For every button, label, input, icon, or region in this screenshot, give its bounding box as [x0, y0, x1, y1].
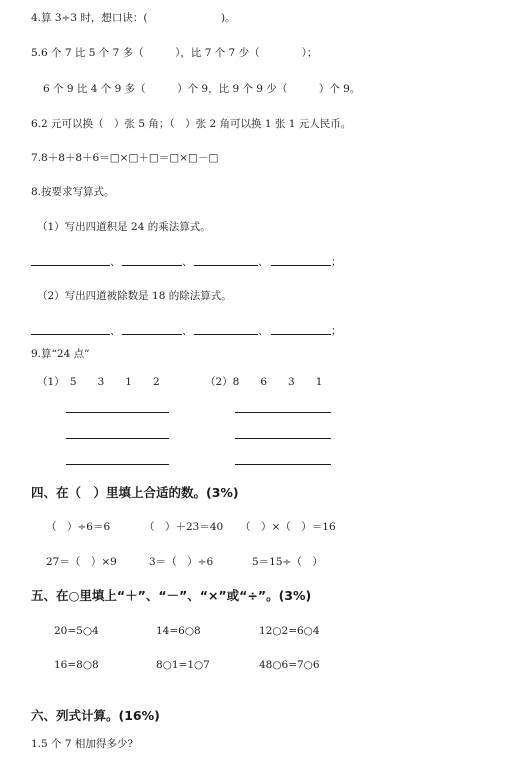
- separator: 、: [110, 325, 121, 337]
- answer-line[interactable]: [194, 265, 258, 266]
- section-6-title: 六、列式计算。(16%): [31, 708, 160, 723]
- answer-line[interactable]: [122, 334, 182, 335]
- separator: 、: [110, 256, 121, 268]
- answer-line[interactable]: [122, 265, 182, 266]
- operator-item[interactable]: 12○2=6○4: [259, 625, 320, 637]
- answer-line[interactable]: [235, 464, 331, 465]
- fill-item[interactable]: 5＝15÷（ ）: [252, 556, 323, 568]
- separator: 、: [182, 325, 193, 337]
- question-6: 6.2 元可以换（ ）张 5 角；（ ）张 2 角可以换 1 张 1 元人民币。: [31, 118, 352, 130]
- fill-item[interactable]: 3＝（ ）÷6: [149, 556, 214, 568]
- answer-line[interactable]: [31, 334, 110, 335]
- question-4: 4.算 3÷3 时，想口诀：( )。: [31, 12, 236, 24]
- question-7: 7.8＋8＋8＋6＝□×□＋□＝□×□－□: [31, 152, 219, 164]
- separator: ；: [331, 325, 342, 337]
- section-6-question-1: 1.5 个 7 相加得多少?: [31, 738, 134, 750]
- answer-line[interactable]: [235, 438, 331, 439]
- operator-item[interactable]: 14=6○8: [156, 625, 201, 637]
- section-5-title: 五、在○里填上“＋”、“－”、“×”或“÷”。(3%): [31, 588, 312, 603]
- answer-line[interactable]: [66, 412, 169, 413]
- separator: 、: [258, 325, 269, 337]
- section-4-title: 四、在（ ）里填上合适的数。(3%): [31, 485, 239, 500]
- answer-line[interactable]: [194, 334, 258, 335]
- operator-item[interactable]: 20=5○4: [54, 625, 99, 637]
- operator-item[interactable]: 16=8○8: [54, 659, 99, 671]
- separator: 、: [258, 256, 269, 268]
- separator: ；: [331, 256, 342, 268]
- question-8-part-1: （1）写出四道积是 24 的乘法算式。: [37, 221, 211, 233]
- operator-item[interactable]: 48○6=7○6: [259, 659, 320, 671]
- fill-item[interactable]: （ ）÷6＝6: [46, 521, 111, 533]
- separator: 、: [182, 256, 193, 268]
- question-9: 9.算“24 点”: [31, 348, 90, 360]
- answer-line[interactable]: [66, 438, 169, 439]
- fill-item[interactable]: （ ）×（ ）＝16: [240, 521, 336, 533]
- question-8: 8.按要求写算式。: [31, 186, 115, 198]
- question-9-part-2: （2）8 6 3 1: [205, 376, 323, 388]
- answer-line[interactable]: [235, 412, 331, 413]
- answer-line[interactable]: [66, 464, 169, 465]
- operator-item[interactable]: 8○1=1○7: [156, 659, 210, 671]
- fill-item[interactable]: （ ）＋23＝40: [144, 521, 224, 533]
- answer-line[interactable]: [31, 265, 110, 266]
- question-9-part-1: （1） 5 3 1 2: [37, 376, 160, 388]
- question-8-part-2: （2）写出四道被除数是 18 的除法算式。: [37, 290, 232, 302]
- question-5a: 5.6 个 7 比 5 个 7 多（ ），比 7 个 7 少（ ）；: [31, 47, 318, 59]
- question-5b: 6 个 9 比 4 个 9 多（ ）个 9，比 9 个 9 少（ ）个 9。: [43, 83, 361, 95]
- fill-item[interactable]: 27＝（ ）×9: [46, 556, 117, 568]
- answer-line[interactable]: [271, 265, 331, 266]
- answer-line[interactable]: [271, 334, 331, 335]
